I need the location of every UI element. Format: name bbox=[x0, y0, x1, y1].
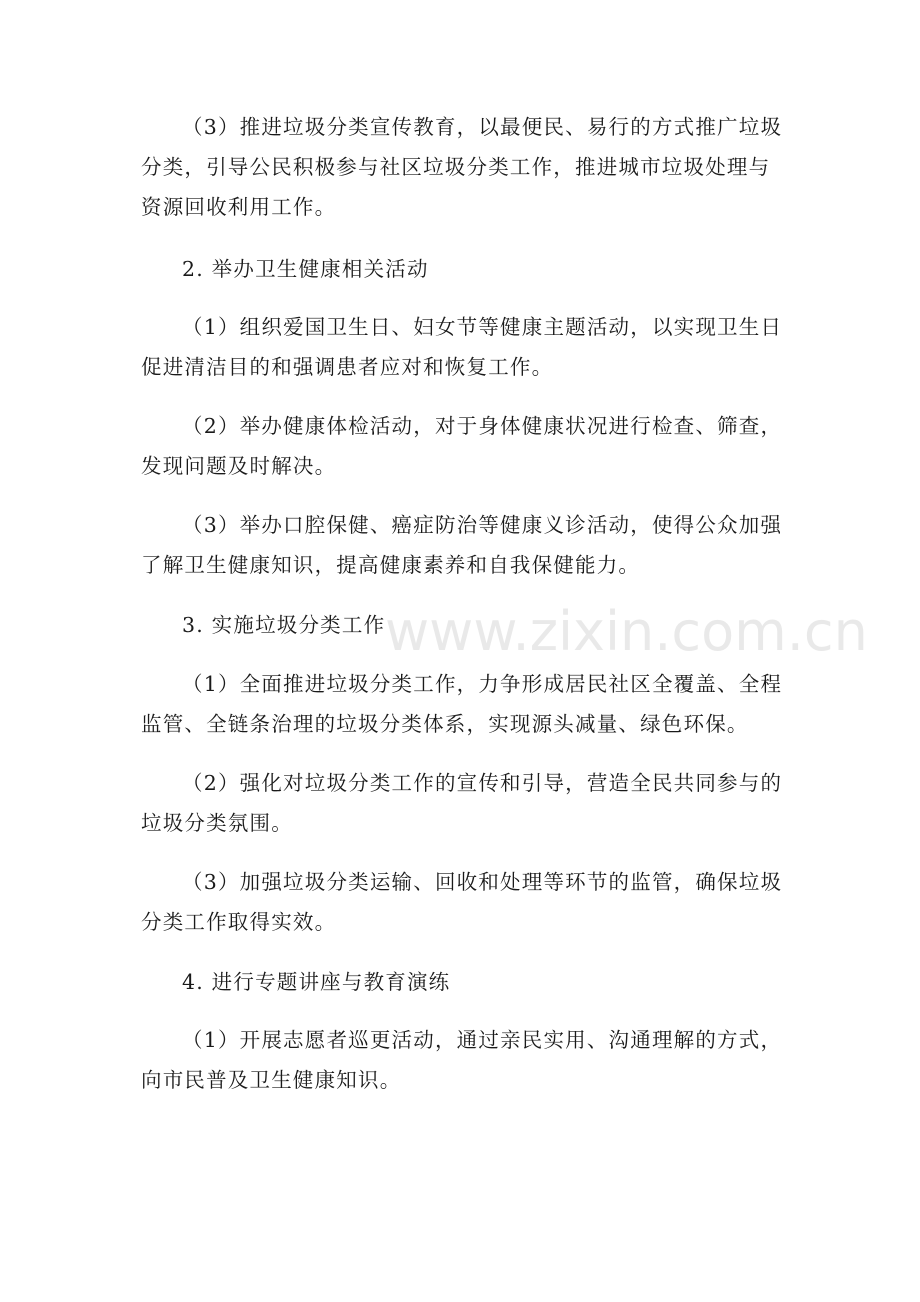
paragraph bbox=[141, 763, 781, 843]
text-line: （3）加强垃圾分类运输、回收和处理等环节的监管，确保垃圾 bbox=[182, 870, 783, 894]
section-heading: 2. 举办卫生健康相关活动 bbox=[182, 257, 429, 281]
text-line: （1）组织爱国卫生日、妇女节等健康主题活动，以实现卫生日 bbox=[182, 315, 783, 339]
text-line: （1）开展志愿者巡更活动，通过亲民实用、沟通理解的方式， bbox=[182, 1028, 783, 1052]
text-line: 了解卫生健康知识，提高健康素养和自我保健能力。 bbox=[141, 553, 641, 577]
paragraph bbox=[141, 664, 781, 744]
paragraph bbox=[141, 307, 781, 387]
text-line: （1）全面推进垃圾分类工作，力争形成居民社区全覆盖、全程 bbox=[182, 672, 783, 696]
text-line: （2）强化对垃圾分类工作的宣传和引导，营造全民共同参与的 bbox=[182, 771, 783, 795]
section-heading: 4. 进行专题讲座与教育演练 bbox=[182, 970, 451, 994]
text-line: （2）举办健康体检活动，对于身体健康状况进行检查、筛查， bbox=[182, 414, 783, 438]
paragraph bbox=[141, 107, 781, 227]
paragraph bbox=[141, 1020, 781, 1100]
text-line: 分类，引导公民积极参与社区垃圾分类工作，推进城市垃圾处理与 bbox=[141, 155, 771, 179]
text-line: 向市民普及卫生健康知识。 bbox=[141, 1068, 402, 1092]
paragraph bbox=[141, 505, 781, 585]
text-line: （3）举办口腔保健、癌症防治等健康义诊活动，使得公众加强 bbox=[182, 513, 783, 537]
text-line: 发现问题及时解决。 bbox=[141, 454, 337, 478]
paragraph bbox=[141, 862, 781, 942]
text-line: 资源回收利用工作。 bbox=[141, 195, 337, 219]
watermark: www.zixin.com.cn bbox=[385, 600, 868, 663]
text-line: 分类工作取得实效。 bbox=[141, 910, 337, 934]
section-heading: 3. 实施垃圾分类工作 bbox=[182, 613, 386, 637]
text-line: 垃圾分类氛围。 bbox=[141, 811, 293, 835]
paragraph bbox=[141, 406, 781, 486]
text-line: 监管、全链条治理的垃圾分类体系，实现源头减量、绿色环保。 bbox=[141, 712, 749, 736]
text-line: 促进清洁目的和强调患者应对和恢复工作。 bbox=[141, 355, 554, 379]
text-line: （3）推进垃圾分类宣传教育，以最便民、易行的方式推广垃圾 bbox=[182, 115, 783, 139]
